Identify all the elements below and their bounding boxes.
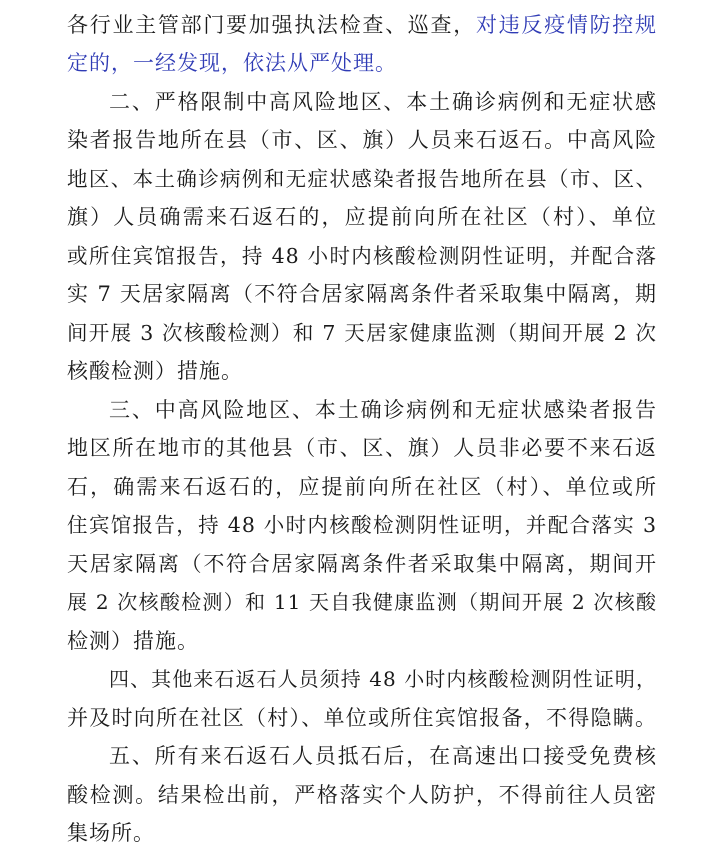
- intro-line-1: [67, 8, 657, 42]
- p3-line-5: 天居家隔离（不符合居家隔离条件者采取集中隔离，期间开: [67, 552, 657, 576]
- p2-line-5: 或所住宾馆报告，持 48 小时内核酸检测阴性证明，并配合落: [67, 244, 657, 268]
- p3-line-7: 检测）措施。: [67, 629, 199, 653]
- p5-line-2: 酸检测。结果检出前，严格落实个人防护，不得前往人员密: [67, 783, 657, 807]
- p2-line-3: 地区、本土确诊病例和无症状感染者报告地所在县（市、区、: [67, 167, 657, 191]
- p2-line-8: 核酸检测）措施。: [67, 359, 243, 383]
- p3-line-1: 三、中高风险地区、本土确诊病例和无症状感染者报告: [109, 398, 657, 422]
- p3-line-3: 石，确需来石返石的，应提前向所在社区（村）、单位或所: [67, 475, 657, 499]
- p5-line-1: 五、所有来石返石人员抵石后，在高速出口接受免费核: [109, 744, 657, 768]
- intro-text-highlight-2: 定的，一经发现，依法从严处理。: [67, 51, 397, 75]
- p2-line-6: 实 7 天居家隔离（不符合居家隔离条件者采取集中隔离，期: [67, 282, 657, 306]
- p2-line-2: 染者报告地所在县（市、区、旗）人员来石返石。中高风险: [67, 128, 657, 152]
- p2-line-7: 间开展 3 次核酸检测）和 7 天居家健康监测（期间开展 2 次: [67, 321, 657, 345]
- p4-line-1: 四、其他来石返石人员须持 48 小时内核酸检测阴性证明，: [109, 667, 657, 691]
- intro-text-black: 各行业主管部门要加强执法检查、巡查，: [67, 13, 476, 37]
- p3-line-6: 展 2 次核酸检测）和 11 天自我健康监测（期间开展 2 次核酸: [67, 590, 657, 614]
- intro-text-highlight: 对违反疫情防控规: [475, 13, 658, 37]
- p2-line-4: 旗）人员确需来石返石的，应提前向所在社区（村）、单位: [67, 205, 657, 229]
- p3-line-2: 地区所在地市的其他县（市、区、旗）人员非必要不来石返: [67, 436, 657, 460]
- p2-line-1: 二、严格限制中高风险地区、本土确诊病例和无症状感: [109, 90, 657, 114]
- intro-line-2: [67, 46, 657, 80]
- p5-line-3: 集场所。: [67, 821, 155, 845]
- p3-line-4: 住宾馆报告，持 48 小时内核酸检测阴性证明，并配合落实 3: [67, 513, 657, 537]
- p4-line-2: 并及时向所在社区（村）、单位或所住宾馆报备，不得隐瞒。: [67, 706, 657, 730]
